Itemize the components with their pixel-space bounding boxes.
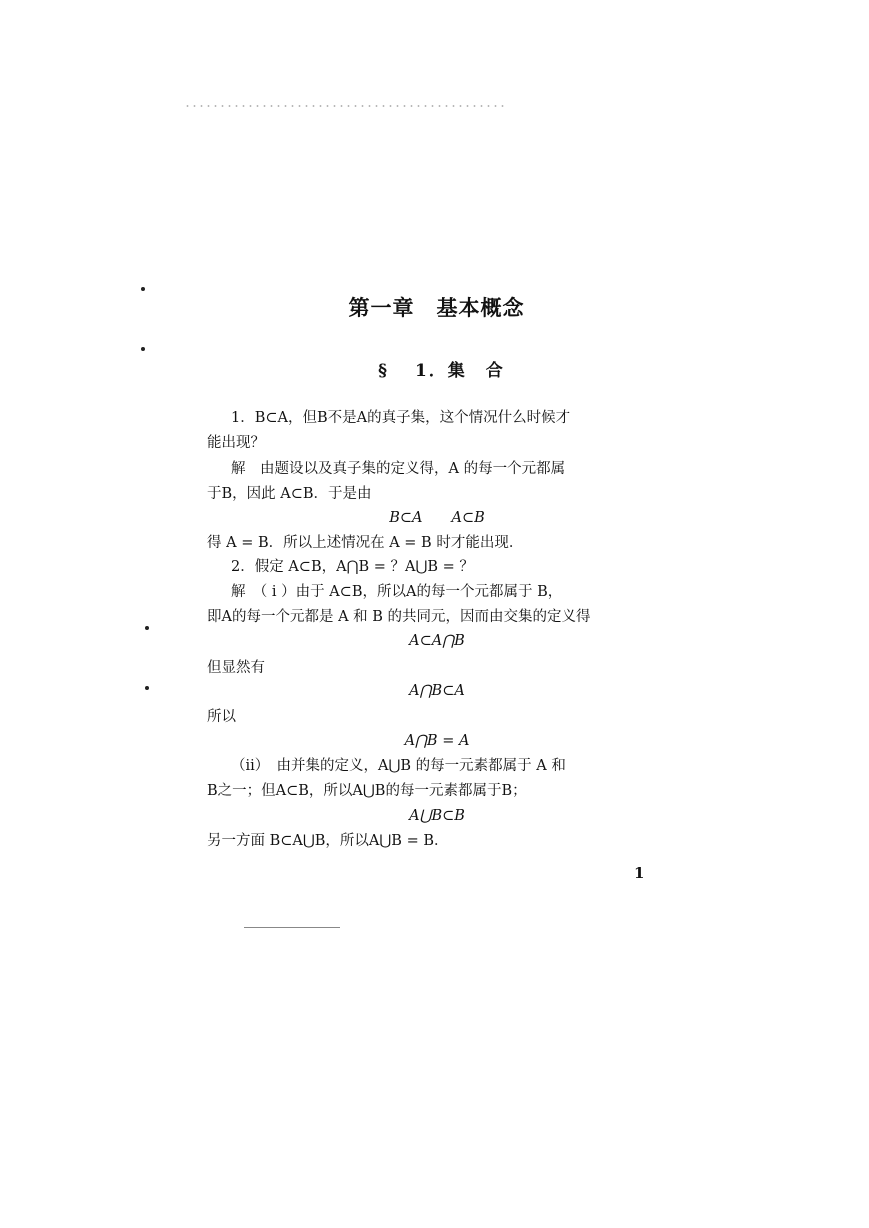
solution-1-conclusion: 得 A = B．所以上述情况在 A = B 时才能出现． (207, 535, 524, 551)
scan-speck (141, 347, 145, 351)
formula-intersection-subset-a: A⋂B⊂A (409, 683, 465, 699)
solution-2-line-1: 解 （ i ）由于 A⊂B，所以A的每一个元都属于 B， (231, 584, 563, 600)
solution-2-part-ii-conclusion: 另一方面 B⊂A⋃B，所以A⋃B = B． (207, 833, 449, 849)
problem-2-line: 2．假定 A⊂B，A⋂B = ？A⋃B = ？ (231, 559, 474, 575)
footer-rule (244, 927, 340, 928)
formula-intersection-equals-a: A⋂B = A (404, 733, 470, 749)
scan-noise-top (184, 104, 504, 108)
solution-1-line-1: 解 由题设以及真子集的定义得，A 的每一个元都属 (231, 461, 566, 477)
problem-1-line-2: 能出现？ (207, 435, 265, 451)
solution-2-line-3: 但显然有 (207, 660, 265, 676)
scan-speck (141, 287, 145, 291)
formula-subset-pair: B⊂A A⊂B (389, 510, 485, 526)
solution-2-part-ii-line-1: （ii） 由并集的定义，A⋃B 的每一元素都属于 A 和 (231, 758, 566, 774)
formula-union-subset-b: A⋃B⊂B (409, 808, 465, 824)
scan-speck (145, 626, 149, 630)
page-number: 1 (634, 864, 645, 882)
solution-2-line-2: 即A的每一个元都是 A 和 B 的共同元，因而由交集的定义得 (207, 609, 591, 625)
scan-speck (145, 686, 149, 690)
solution-2-part-ii-line-2: B之一；但A⊂B，所以A⋃B的每一元素都属于B； (207, 783, 527, 799)
problem-1-line-1: 1．B⊂A，但B不是A的真子集，这个情况什么时候才 (231, 410, 571, 426)
solution-1-line-2: 于B，因此 A⊂B．于是由 (207, 486, 372, 502)
section-title: § 1．集 合 (378, 361, 505, 381)
formula-a-subset-intersection: A⊂A⋂B (409, 633, 465, 649)
solution-2-line-4: 所以 (207, 709, 236, 725)
chapter-title: 第一章 基本概念 (348, 296, 525, 320)
